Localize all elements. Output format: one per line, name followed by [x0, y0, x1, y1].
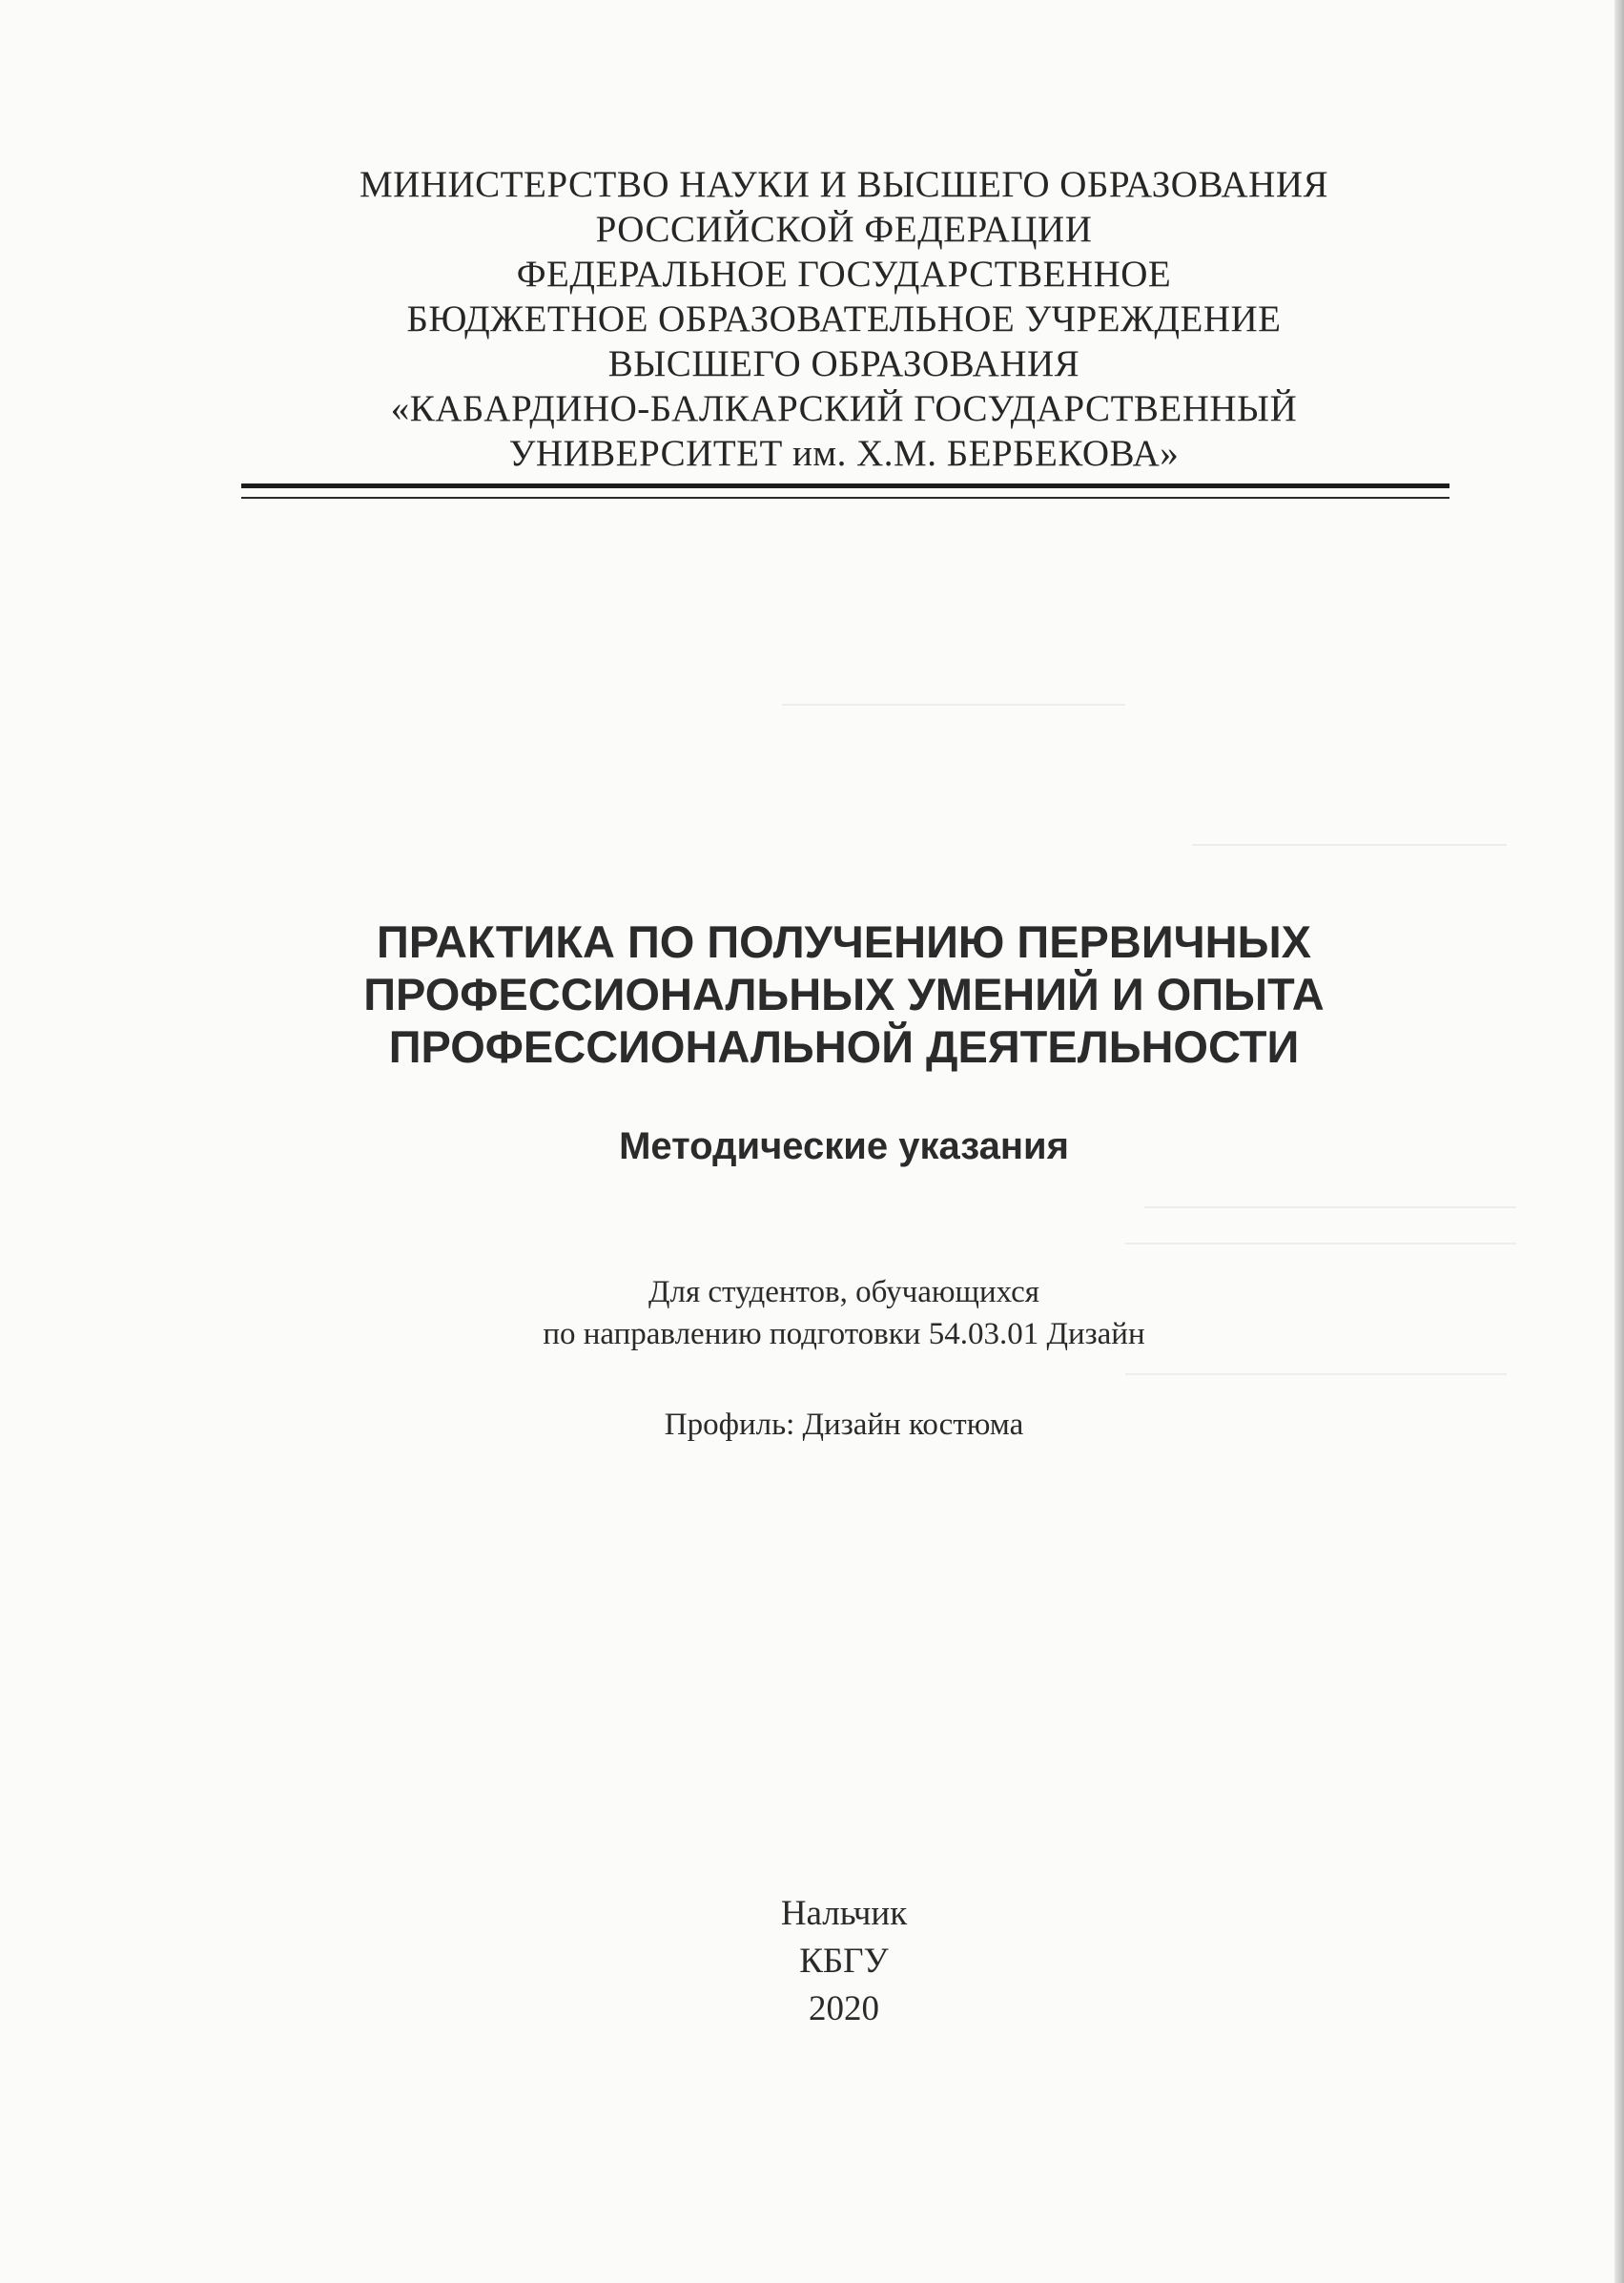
document-title [238, 915, 1449, 1073]
show-through-line [1125, 1373, 1507, 1375]
title-line: ПРОФЕССИОНАЛЬНОЙ ДЕЯТЕЛЬНОСТИ [388, 1021, 1300, 1072]
header-divider-thick [241, 483, 1449, 488]
show-through-line [1144, 1206, 1516, 1208]
header-line: ВЫСШЕГО ОБРАЗОВАНИЯ [607, 343, 1080, 384]
imprint-city: Нальчик [780, 1894, 908, 1933]
institution-header [238, 162, 1449, 476]
show-through-line [1125, 1243, 1516, 1244]
title-line: ПРАКТИКА ПО ПОЛУЧЕНИЮ ПЕРВИЧНЫХ [377, 916, 1311, 967]
header-line: РОССИЙСКОЙ ФЕДЕРАЦИИ [595, 209, 1093, 250]
show-through-line [782, 704, 1125, 706]
imprint-year: 2020 [809, 1989, 879, 2028]
audience-description [238, 1271, 1449, 1355]
header-line: БЮДЖЕТНОЕ ОБРАЗОВАТЕЛЬНОЕ УЧРЕЖДЕНИЕ [406, 298, 1282, 339]
header-line: УНИВЕРСИТЕТ им. Х.М. БЕРБЕКОВА» [508, 433, 1180, 474]
header-line: ФЕДЕРАЛЬНОЕ ГОСУДАРСТВЕННОЕ [516, 254, 1172, 295]
document-subtitle: Методические указания [619, 1125, 1069, 1167]
imprint-publisher: КБГУ [799, 1942, 889, 1981]
study-profile: Профиль: Дизайн костюма [664, 1408, 1024, 1442]
header-divider-thin [241, 497, 1449, 499]
audience-line: Для студентов, обучающихся [648, 1275, 1039, 1309]
scan-edge-shadow [1614, 0, 1624, 2283]
header-line: МИНИСТЕРСТВО НАУКИ И ВЫСШЕГО ОБРАЗОВАНИЯ [359, 164, 1329, 205]
title-line: ПРОФЕССИОНАЛЬНЫХ УМЕНИЙ И ОПЫТА [363, 969, 1325, 1019]
header-line: «КАБАРДИНО-БАЛКАРСКИЙ ГОСУДАРСТВЕННЫЙ [390, 388, 1298, 429]
show-through-line [1192, 844, 1507, 846]
imprint [238, 1890, 1449, 2033]
audience-line: по направлению подготовки 54.03.01 Дизайн [543, 1317, 1145, 1351]
